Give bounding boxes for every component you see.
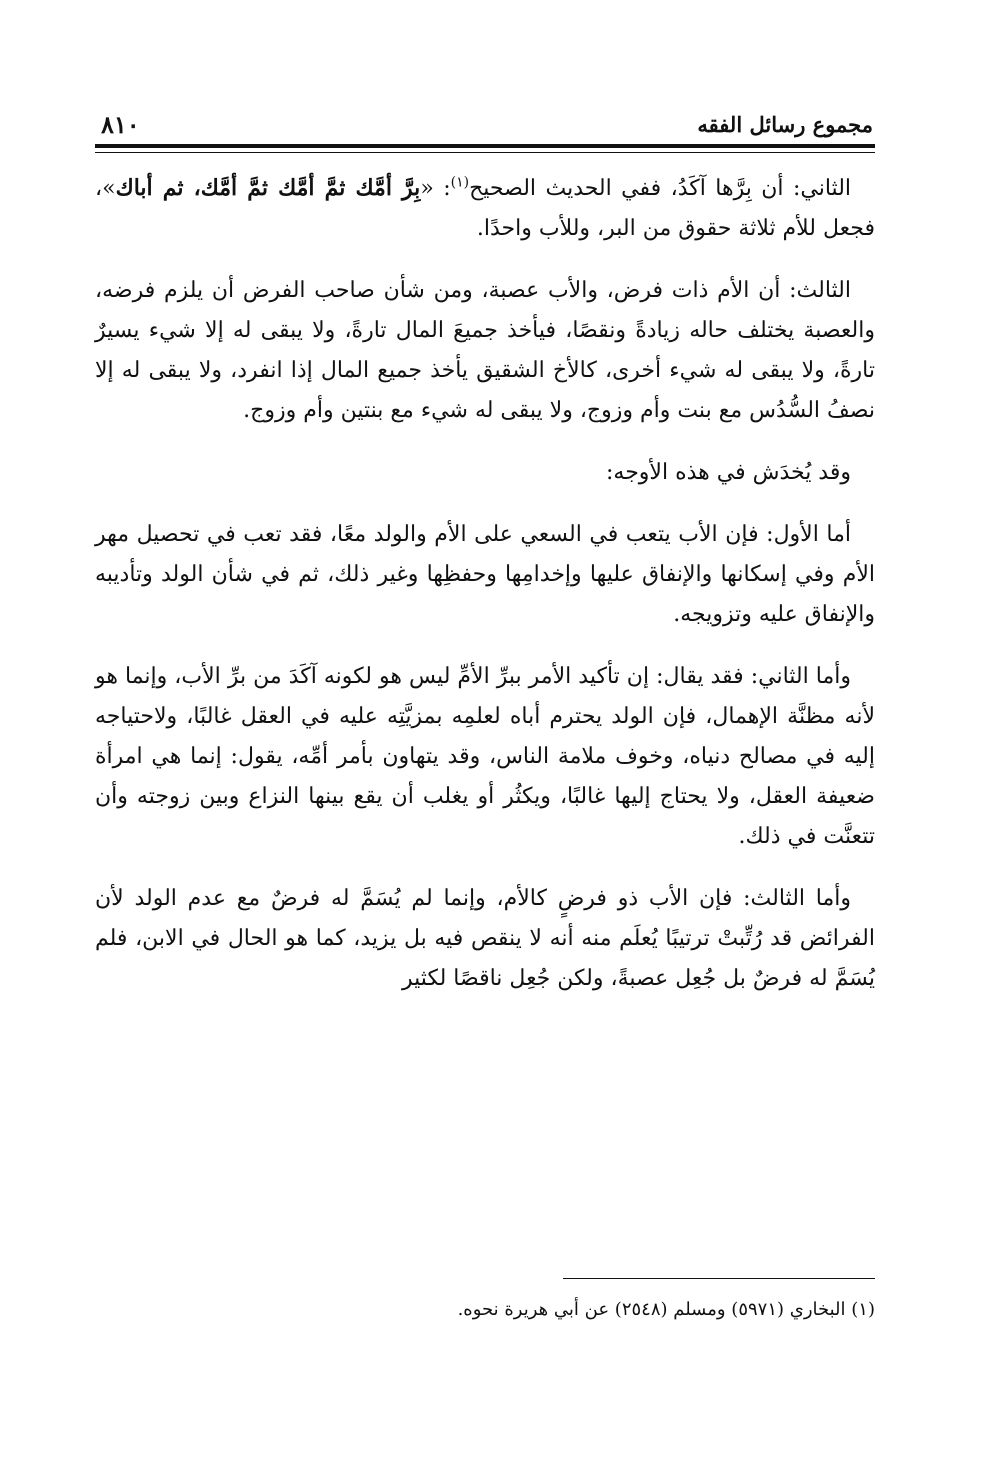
book-title: مجموع رسائل الفقه	[697, 112, 873, 137]
footnote: (١) البخاري (٥٩٧١) ومسلم (٢٥٤٨) عن أبي هريرة نحوه.	[457, 1299, 875, 1320]
book-page	[95, 0, 875, 1457]
running-header	[95, 108, 875, 148]
paragraph-reply-first: أما الأول: فإن الأب يتعب في السعي على الأم والولد معًا، فقد تعب في تحصيل مهر الأم وفي إسكانها والإنفاق عليها وإخدامِها وحفظِها وغير ذلك، ثم في شأن الولد وتأديبه والإنفاق عليه وتزويجه.	[95, 522, 875, 627]
footnote-reference: (١)	[450, 174, 470, 191]
header-rule-thin	[95, 152, 875, 153]
paragraph-third-reason: الثالث: أن الأم ذات فرض، والأب عصبة، ومن شأن صاحب الفرض أن يلزم فرضه، والعصبة يختلف حاله زيادةً ونقصًا، فيأخذ جميعَ المال تارةً، ولا يبقى له إلا شيء يسيرٌ تارةً، ولا يبقى له شيء أخرى، كالأخ الشقيق يأخذ جميع المال إذا انفرد، ولا يبقى له إلا نصفُ السُّدُس مع بنت وأم وزوج، ولا يبقى له شيء مع بنتين وأم وزوج.	[95, 278, 875, 423]
footnote-rule	[563, 1278, 875, 1279]
hadith-quote: بِرَّ أمَّك ثمَّ أمَّك ثمَّ أمَّك، ثم أباك	[115, 175, 421, 201]
paragraph-reply-third: وأما الثالث: فإن الأب ذو فرضٍ كالأم، وإنما لم يُسَمَّ له فرضٌ مع عدم الولد لأن الفرائض قد رُتِّبتْ ترتيبًا يُعلَم منه أنه لا ينقص فيه بل يزيد، كما هو الحال في الابن، فلم يُسَمَّ له فرضٌ بل جُعِل عصبةً، ولكن جُعِل ناقصًا لكثير	[95, 886, 875, 991]
page-number: ٨١٠	[101, 110, 140, 139]
body-text	[95, 168, 875, 1021]
paragraph-text: : «	[420, 176, 451, 201]
paragraph-reply-second: وأما الثاني: فقد يقال: إن تأكيد الأمر ببرِّ الأمِّ ليس هو لكونه آكَدَ من برِّ الأب، وإنما هو لأنه مظنَّة الإهمال، فإن الولد يحترم أباه لعلمِه بمزيَّتِه عليه في العقل غالبًا، ولاحتياجه إليه في مصالح دنياه، وخوف ملامة الناس، وقد يتهاون بأمر أمِّه، يقول: إنما هي امرأة ضعيفة العقل، ولا يحتاج إليها غالبًا، ويكثُر أو يغلب أن يقع بينها النزاع وبين زوجته وأن تتعنَّت في ذلك.	[95, 664, 876, 849]
header-rule-thick	[95, 144, 875, 148]
paragraph-text: الثاني: أن بِرَّها آكَدُ، ففي الحديث الصحيح	[469, 176, 852, 201]
paragraph-second-reason	[95, 168, 875, 249]
paragraph-objection-intro: وقد يُخدَش في هذه الأوجه:	[605, 460, 851, 485]
paragraph-text: »، فجعل للأم ثلاثة حقوق من البر، وللأب واحدًا.	[95, 176, 875, 241]
